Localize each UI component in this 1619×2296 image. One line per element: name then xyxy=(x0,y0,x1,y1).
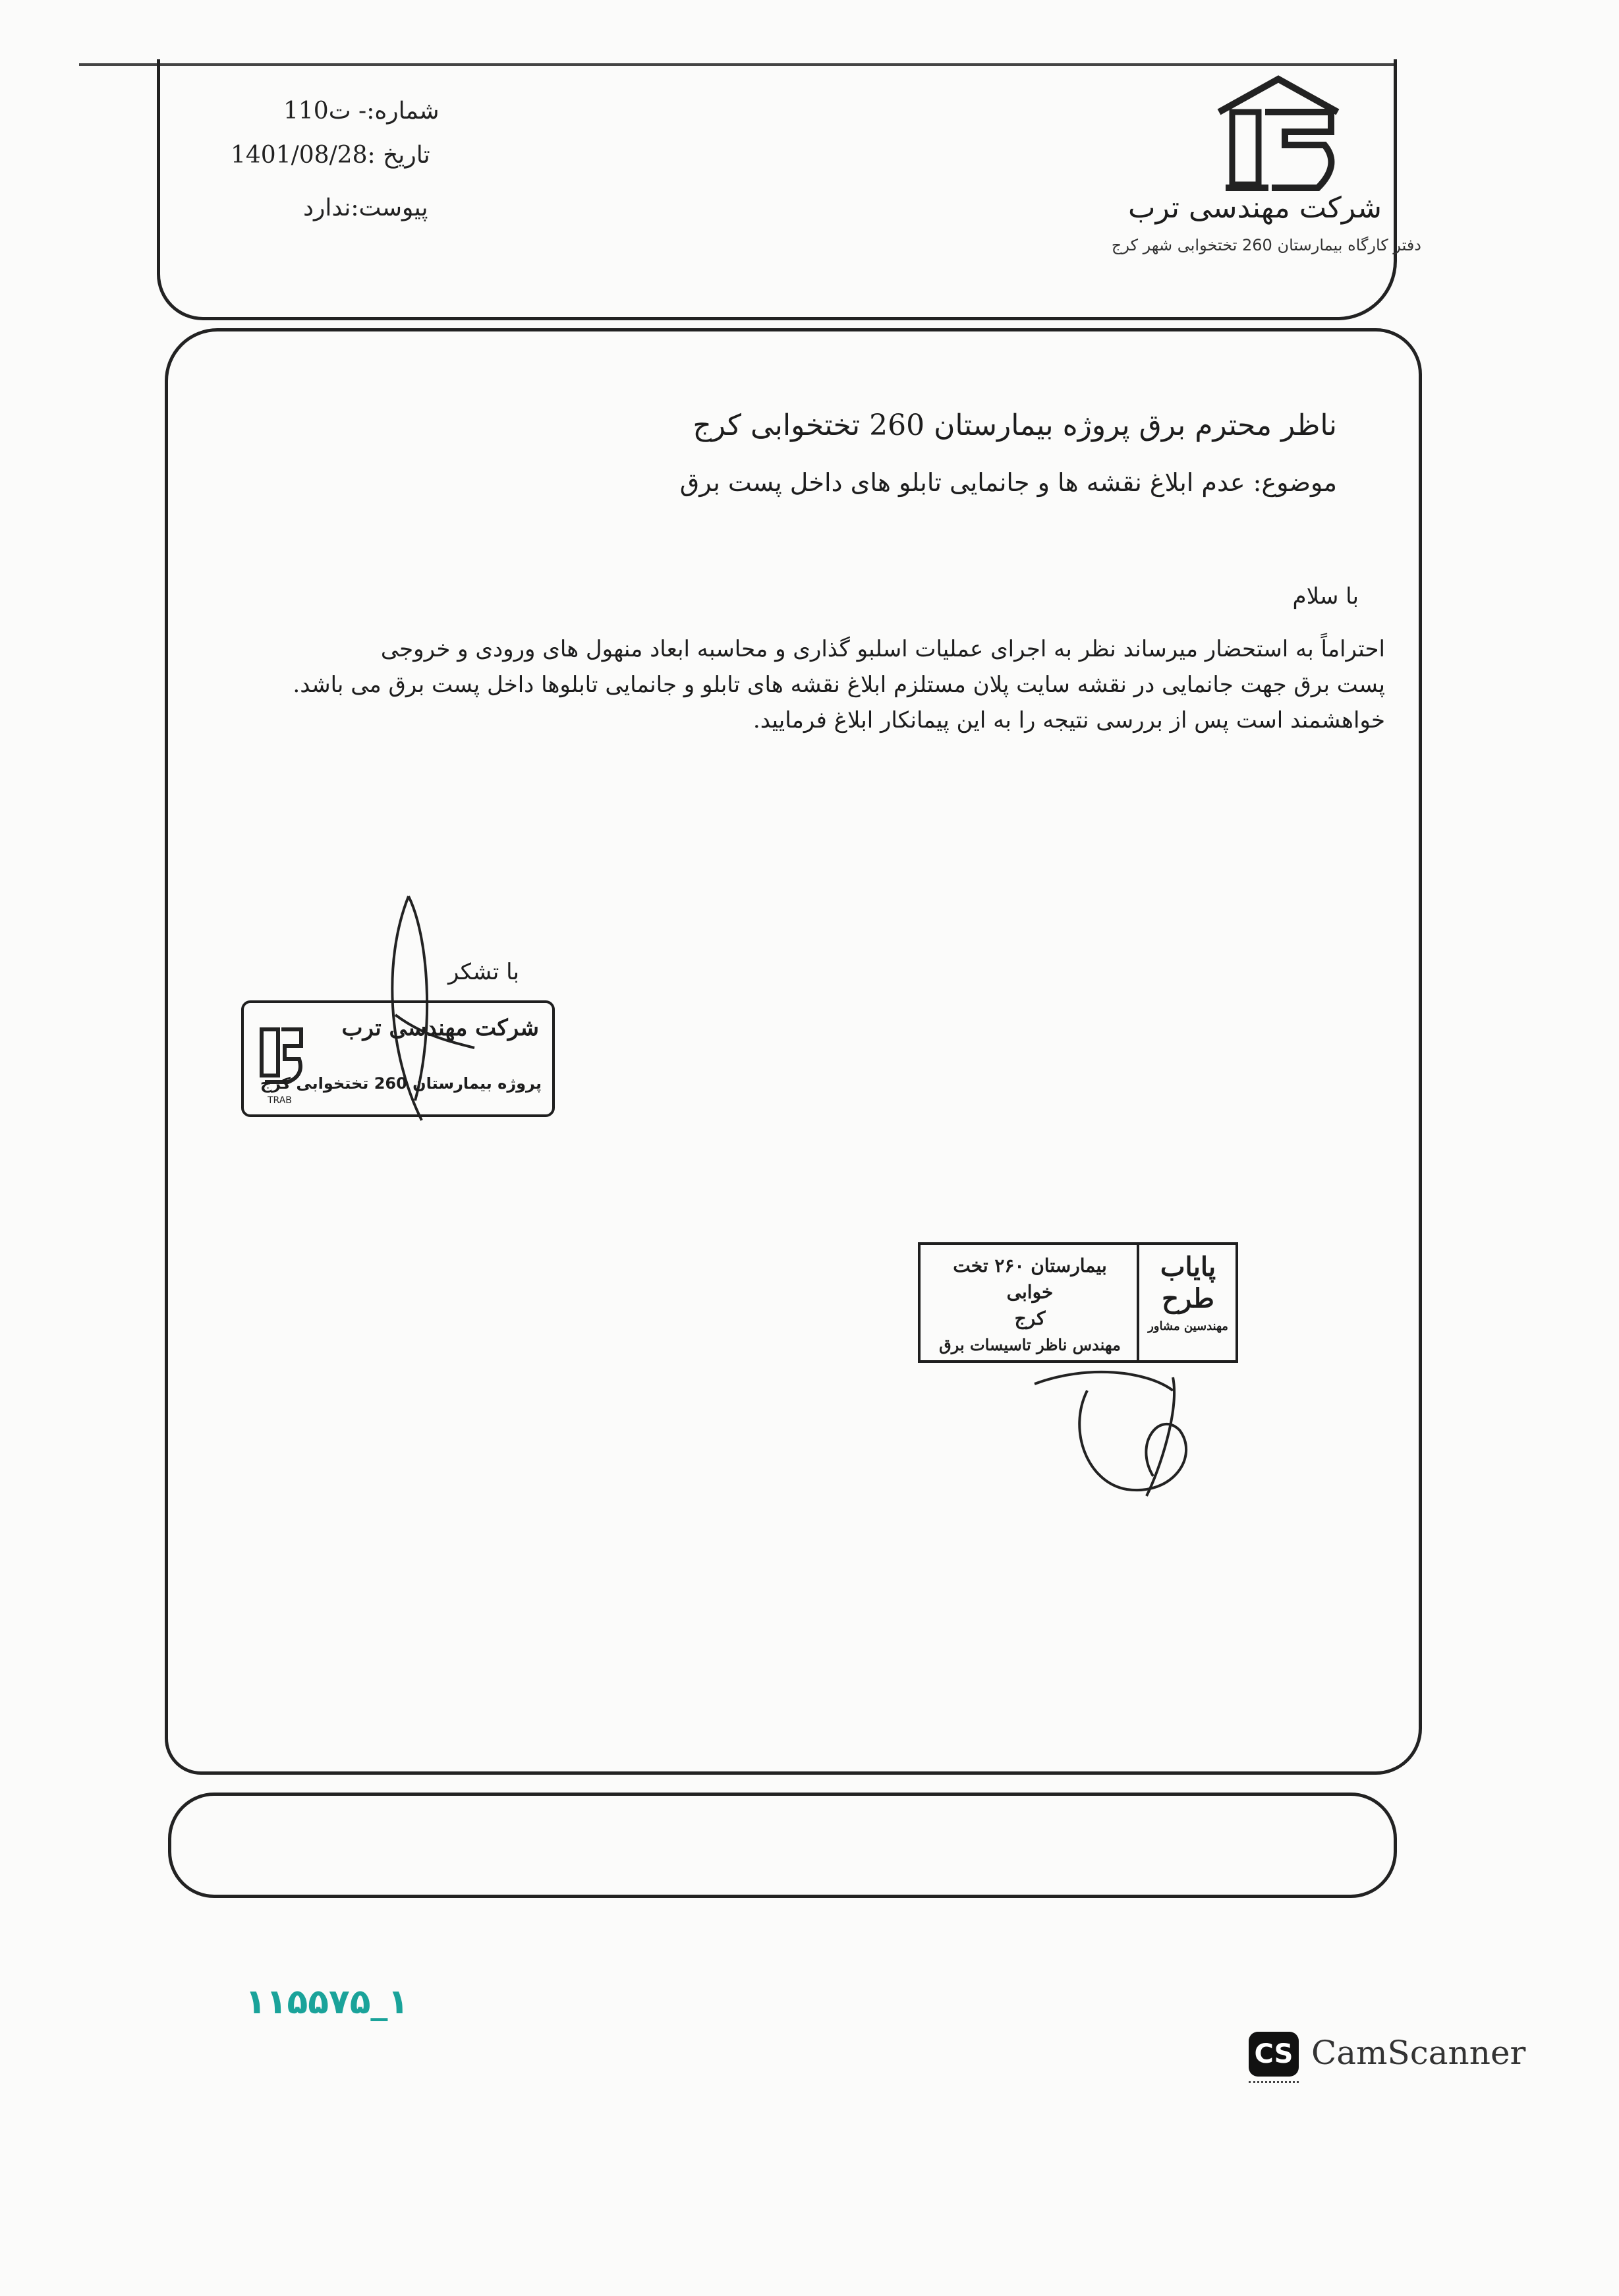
camscanner-label: CamScanner xyxy=(1311,2034,1526,2072)
letter-date: تاریخ :1401/08/28 xyxy=(231,142,430,169)
approval-hospital: بیمارستان ۲۶۰ تخت خوابی xyxy=(953,1255,1107,1303)
consultant-type: مهندسین مشاور xyxy=(1148,1319,1228,1333)
letter-recipient: ناظر محترم برق پروژه بیمارستان 260 تختخوابی کرج xyxy=(693,409,1337,442)
letter-body xyxy=(242,631,1385,738)
approval-signature xyxy=(1028,1351,1239,1509)
letter-attachment: پیوست:ندارد xyxy=(303,194,428,221)
letter-number: شماره:- ت110 xyxy=(283,98,440,125)
stamp-company-name: شرکت مهندسی ترب xyxy=(341,1015,539,1041)
letter-closing: با تشکر xyxy=(448,959,519,985)
letter-footer-frame xyxy=(168,1793,1397,1898)
approval-role: مهندس ناظر تاسیسات برق xyxy=(939,1335,1121,1354)
body-line: خواهشمند است پس از بررسی نتیجه را به این پیمانکار ابلاغ فرمایید. xyxy=(753,707,1385,733)
company-logo xyxy=(1206,72,1351,204)
stamp-divider xyxy=(1137,1245,1139,1360)
approval-stamp xyxy=(918,1242,1238,1363)
company-name: شرکت مهندسی ترب xyxy=(1128,191,1382,225)
company-address: دفتر کارگاه بیمارستان 260 تختخوابی شهر کرج xyxy=(1111,236,1421,254)
body-line: احتراماً به استحضار میرساند نظر به اجرای عملیات اسلبو گذاری و محاسبه ابعاد منهول های ورودی و خروجی xyxy=(380,636,1385,662)
camscanner-logo-icon: CS xyxy=(1249,2032,1299,2077)
letter-greeting: با سلام xyxy=(1292,583,1359,610)
approval-consultant xyxy=(1142,1251,1234,1338)
company-stamp xyxy=(241,1000,555,1117)
letter-subject: موضوع: عدم ابلاغ نقشه ها و جانمایی تابلو های داخل پست برق xyxy=(679,468,1337,497)
body-line: پست برق جهت جانمایی در نقشه سایت پلان مستلزم ابلاغ نقشه های تابلو و جانمایی تابلوها داخل پست برق می باشد. xyxy=(293,672,1385,698)
camscanner-dots xyxy=(1249,2081,1299,2087)
approval-stamp-details xyxy=(927,1253,1133,1358)
approval-city: کرج xyxy=(1014,1307,1046,1329)
stamp-company-project: پروژه بیمارستان 260 تختخوابی کرج xyxy=(260,1074,542,1093)
consultant-name-1: پایاب xyxy=(1160,1251,1216,1282)
stamp-logo-caption: TRAB xyxy=(268,1095,292,1106)
consultant-name-2: طرح xyxy=(1162,1283,1214,1314)
handwritten-reference-number: ۱۱۵۵۷۵_۱ xyxy=(245,1982,409,2022)
company-logo-icon xyxy=(1206,72,1351,204)
